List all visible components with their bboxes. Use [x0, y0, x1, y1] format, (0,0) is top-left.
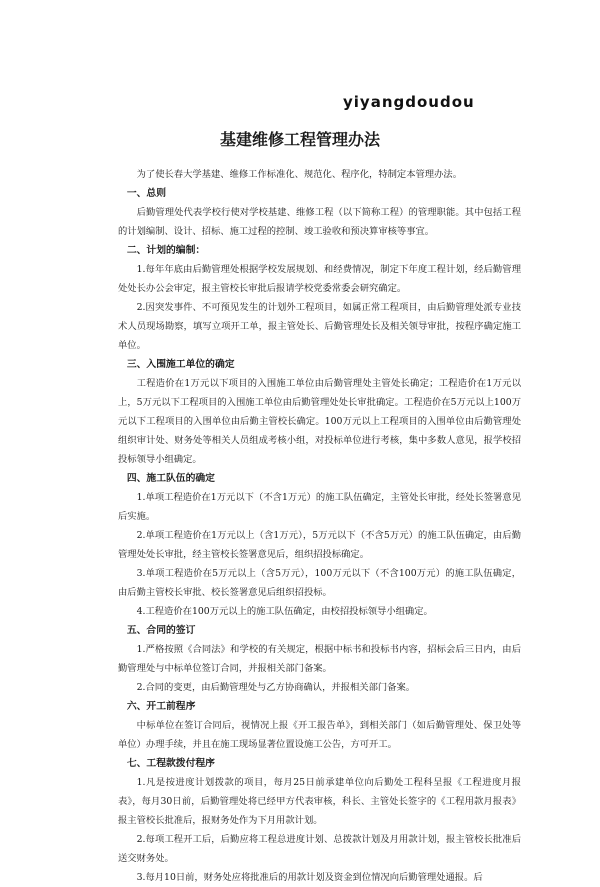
section-paragraph: 2.合同的变更，由后勤管理处与乙方协商确认，并报相关部门备案。: [136, 682, 416, 693]
section-paragraph: 1.每年年底由后勤管理处根据学校发展规划、和经费情况，制定下年度工程计划，经后勤管理处处长办公会审定，报主管校长审批后报请学校党委常委会研究确定。: [118, 264, 521, 294]
section-heading: 六、开工前程序: [126, 701, 196, 712]
section-paragraph: 工程造价在1万元以下项目的入围施工单位由后勤管理处主管处长确定；工程造价在1万元以上，5万元以下工程项目的入围施工单位由后勤管理处处长审批确定。工程造价在5万元以上100万元以下工程项目的入围单位由后勤主管校长确定。100万元以上工程项目的入围单位由后勤管理处组织审计处、财务处等相关人员组成考核小组，对投标单位进行考核，集中多数人意见，报学校招投标领导小组确定。: [118, 378, 521, 465]
section-paragraph: 1.单项工程造价在1万元以下（不含1万元）的施工队伍确定，主管处长审批，经处长签署意见后实施。: [118, 492, 521, 522]
section-paragraph: 后勤管理处代表学校行使对学校基建、维修工程（以下简称工程）的管理职能。其中包括工程的计划编制、设计、招标、施工过程的控制、竣工验收和预决算审核等事宜。: [118, 207, 521, 237]
section-paragraph: 2.因突发事件、不可预见发生的计划外工程项目，如属正常工程项目，由后勤管理处派专业技术人员现场勘察，填写立项开工单，报主管处长、后勤管理处长及相关领导审批，按程序确定施工单位。: [118, 302, 521, 351]
section-paragraph: 3.每月10日前，财务处应将批准后的用款计划及资金到位情况向后勤管理处通报。后: [136, 872, 483, 883]
intro-paragraph: 为了使长春大学基建、维修工作标准化、规范化、程序化，特制定本管理办法。: [136, 169, 462, 180]
document-body: [118, 165, 521, 887]
section-heading: 二、计划的编制：: [126, 245, 206, 256]
section-paragraph: 2.单项工程造价在1万元以上（含1万元），5万元以下（不含5万元）的施工队伍确定，由后勤管理处处长审批，经主管校长签署意见后，组织招投标确定。: [118, 530, 521, 560]
section-heading: 四、施工队伍的确定: [126, 473, 215, 484]
section-heading: 一、总则: [126, 188, 166, 199]
section-heading: 三、入围施工单位的确定: [126, 359, 235, 370]
section-paragraph: 2.每项工程开工后，后勤应将工程总进度计划、总拨款计划及月用款计划，报主管校长批准后送交财务处。: [118, 834, 521, 864]
document-title: 基建维修工程管理办法: [219, 130, 380, 149]
section-paragraph: 4.工程造价在100万元以上的施工队伍确定，由校招投标领导小组确定。: [136, 606, 433, 617]
section-heading: 七、工程款拨付程序: [126, 758, 215, 769]
section-heading: 五、合同的签订: [126, 625, 196, 636]
section-paragraph: 1.凡是按进度计划拨款的项目，每月25日前承建单位向后勤处工程科呈报《工程进度月报表》，每月30日前，后勤管理处将已经甲方代表审核，科长、主管处长签字的《工程用款月报表》报主管校长批准后，报财务处作为下月用款计划。: [118, 777, 521, 826]
section-paragraph: 中标单位在签订合同后，视情况上报《开工报告单》，到相关部门（如后勤管理处、保卫处等单位）办理手续，并且在施工现场显著位置设施工公告，方可开工。: [118, 720, 521, 750]
section-paragraph: 1.严格按照《合同法》和学校的有关规定，根据中标书和投标书内容，招标会后三日内，由后勤管理处与中标单位签订合同，并报相关部门备案。: [118, 644, 521, 674]
watermark-text: yiyangdoudou: [343, 93, 475, 111]
section-paragraph: 3.单项工程造价在5万元以上（含5万元），100万元以下（不含100万元）的施工队伍确定，由后勤主管校长审批、校长签署意见后组织招投标。: [118, 568, 521, 598]
